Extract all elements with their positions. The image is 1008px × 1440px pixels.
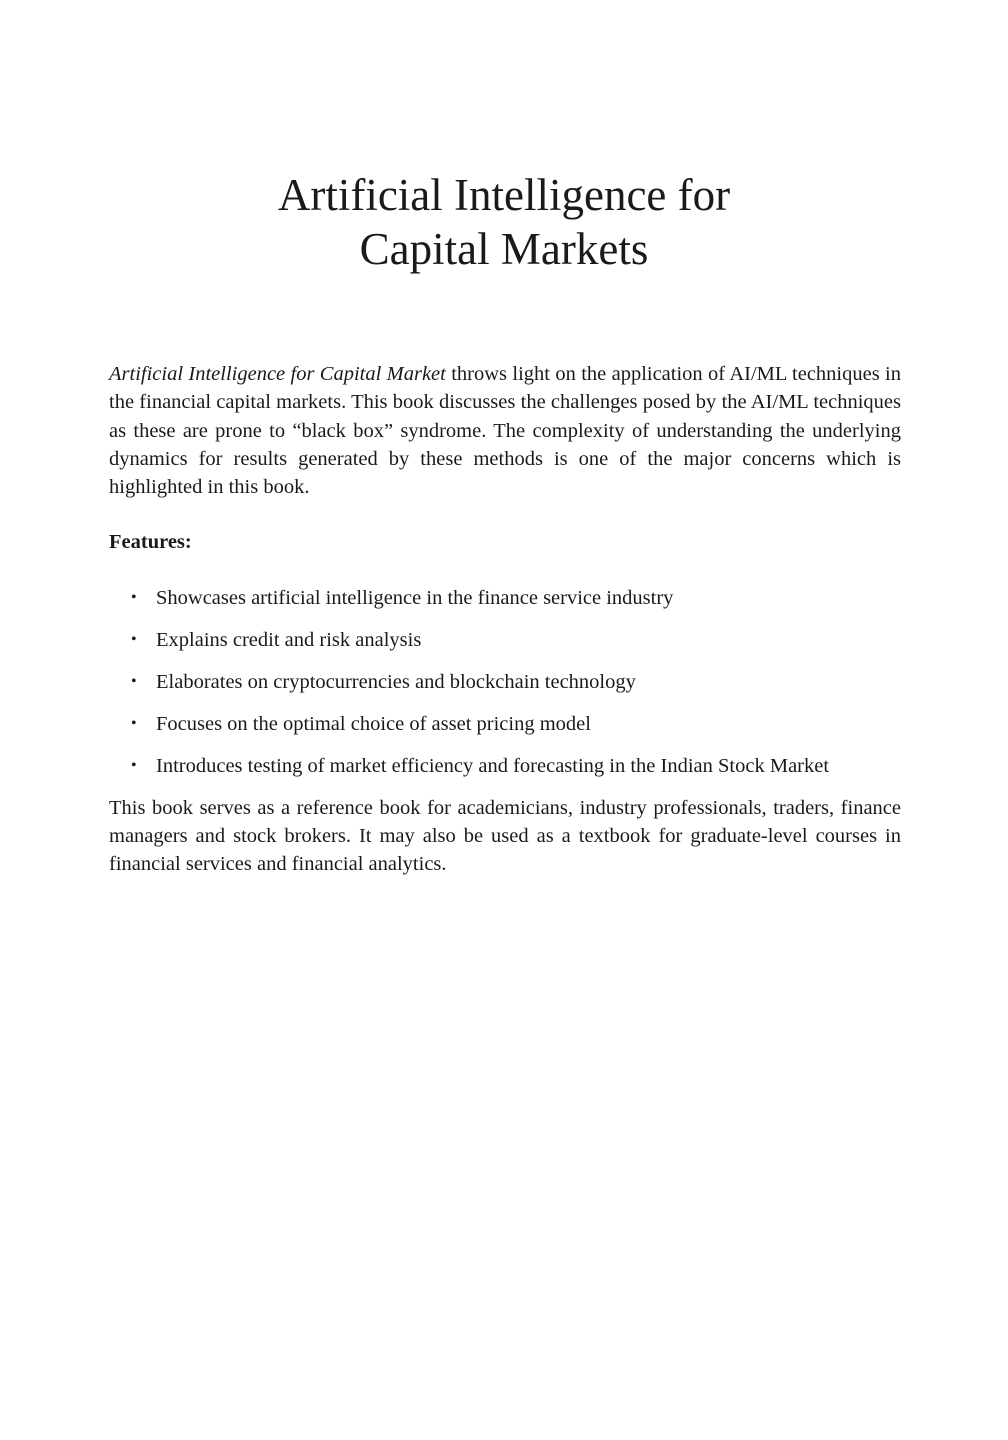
list-item-text: Elaborates on cryptocurrencies and blockchain technology <box>156 670 636 693</box>
list-item <box>109 752 901 780</box>
features-heading: Features: <box>109 531 192 554</box>
title-line-2: Capital Markets <box>359 224 649 274</box>
page-title <box>0 168 1008 276</box>
bullet-icon: • <box>131 588 137 606</box>
list-item <box>109 710 901 738</box>
intro-paragraph <box>109 360 901 501</box>
body-content <box>109 360 901 879</box>
list-item-text: Showcases artificial intelligence in the finance service industry <box>156 586 674 609</box>
bullet-icon: • <box>131 630 137 648</box>
closing-paragraph: This book serves as a reference book for academicians, industry professionals, traders, finance managers and stock brokers. It may also be used as a textbook for graduate-level courses in financial services and financial analytics. <box>109 796 901 876</box>
bullet-icon: • <box>131 672 137 690</box>
list-item-text: Introduces testing of market efficiency and forecasting in the Indian Stock Market <box>156 754 830 777</box>
list-item-text: Explains credit and risk analysis <box>156 628 422 651</box>
intro-text: throws light on the application of AI/ML techniques in the financial capital markets. This book discusses the challenges posed by the AI/ML techniques as these are prone to “black box” syndrome. The complexity of understanding the underlying dynamics for results generated by these methods is one of the major concerns which is highlighted in this book. <box>109 363 901 499</box>
list-item-text: Focuses on the optimal choice of asset pricing model <box>156 712 591 735</box>
book-title-italic: Artificial Intelligence for Capital Market <box>109 363 446 385</box>
features-list <box>109 584 901 780</box>
list-item <box>109 668 901 696</box>
bullet-icon: • <box>131 714 137 732</box>
bullet-icon: • <box>131 756 137 774</box>
list-item <box>109 626 901 654</box>
list-item <box>109 584 901 612</box>
title-line-1: Artificial Intelligence for <box>277 170 731 220</box>
